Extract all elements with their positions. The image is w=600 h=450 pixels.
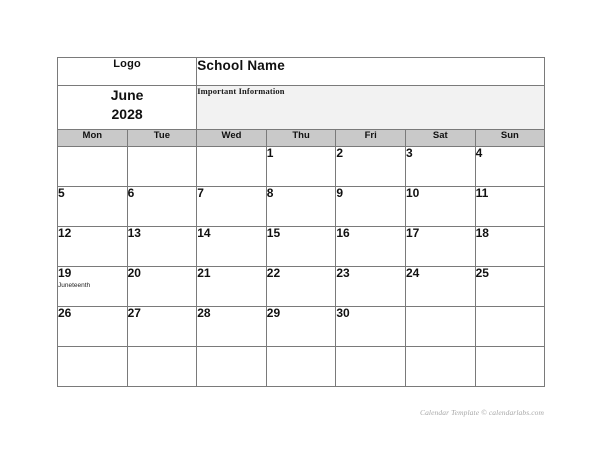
weekday-header-row: [58, 130, 545, 147]
day-cell[interactable]: [405, 307, 475, 347]
day-cell[interactable]: [127, 227, 197, 267]
day-number: 19: [58, 266, 72, 280]
day-cell[interactable]: [405, 347, 475, 387]
day-cell[interactable]: [266, 147, 336, 187]
school-name-title[interactable]: School Name: [197, 58, 545, 86]
day-cell[interactable]: [405, 147, 475, 187]
month-info-row: [58, 86, 545, 130]
day-cell[interactable]: [336, 187, 406, 227]
day-number: 28: [197, 306, 211, 320]
weekday-header-mon: Mon: [58, 130, 128, 147]
day-cell[interactable]: [58, 187, 128, 227]
day-number: 13: [127, 226, 141, 240]
day-cell[interactable]: [197, 347, 267, 387]
week-row: [58, 147, 545, 187]
day-cell[interactable]: [197, 267, 267, 307]
day-cell[interactable]: [336, 227, 406, 267]
day-number: 26: [58, 306, 72, 320]
day-cell[interactable]: [405, 227, 475, 267]
day-cell[interactable]: [58, 227, 128, 267]
day-cell[interactable]: [58, 267, 128, 307]
day-event: Juneteenth: [58, 281, 91, 289]
day-number: 3: [405, 146, 413, 160]
day-number: 2: [336, 146, 344, 160]
day-number: 30: [336, 306, 350, 320]
day-cell[interactable]: [266, 307, 336, 347]
week-row: [58, 307, 545, 347]
footer-credit: Calendar Template © calendarlabs.com: [419, 408, 544, 417]
month-year-cell: [58, 86, 197, 130]
day-number: 17: [405, 226, 420, 240]
day-cell[interactable]: [405, 267, 475, 307]
day-cell[interactable]: [127, 347, 197, 387]
logo-placeholder[interactable]: Logo: [58, 58, 197, 86]
day-cell[interactable]: [475, 187, 545, 227]
day-number: 23: [336, 266, 350, 280]
day-number: 18: [475, 226, 489, 240]
day-number: 29: [266, 306, 281, 320]
day-number: 20: [127, 266, 141, 280]
important-information-cell[interactable]: Important Information: [197, 86, 545, 130]
day-number: 11: [475, 186, 489, 200]
day-number: 27: [127, 306, 141, 320]
day-cell[interactable]: [336, 267, 406, 307]
day-number: 10: [405, 186, 420, 200]
title-row: [58, 58, 545, 86]
day-number: 4: [475, 146, 483, 160]
weekday-header-fri: Fri: [336, 130, 406, 147]
day-cell[interactable]: [266, 347, 336, 387]
week-row: [58, 227, 545, 267]
week-row: [58, 267, 545, 307]
day-number: 9: [336, 186, 344, 200]
day-cell[interactable]: [58, 147, 128, 187]
day-cell[interactable]: [336, 147, 406, 187]
calendar-table: [57, 57, 545, 387]
day-cell[interactable]: [475, 227, 545, 267]
day-cell[interactable]: [127, 267, 197, 307]
weekday-header-thu: Thu: [266, 130, 336, 147]
day-cell[interactable]: [475, 147, 545, 187]
day-cell[interactable]: [336, 307, 406, 347]
day-number: 5: [58, 186, 65, 200]
weekday-header-sun: Sun: [475, 130, 545, 147]
week-row: [58, 187, 545, 227]
day-cell[interactable]: [475, 347, 545, 387]
day-cell[interactable]: [197, 147, 267, 187]
day-cell[interactable]: [197, 187, 267, 227]
weekday-header-tue: Tue: [127, 130, 197, 147]
day-cell[interactable]: [266, 187, 336, 227]
day-cell[interactable]: [58, 307, 128, 347]
day-cell[interactable]: [58, 347, 128, 387]
day-cell[interactable]: [197, 307, 267, 347]
year-label: 2028: [111, 105, 143, 122]
day-number: 15: [266, 226, 281, 240]
day-cell[interactable]: [475, 267, 545, 307]
day-number: 24: [405, 266, 420, 280]
day-number: 6: [127, 186, 135, 200]
day-number: 21: [197, 266, 211, 280]
day-number: 12: [58, 226, 72, 240]
day-number: 25: [475, 266, 489, 280]
day-number: 14: [197, 226, 211, 240]
day-number: 22: [266, 266, 281, 280]
day-cell[interactable]: [405, 187, 475, 227]
day-number: 16: [336, 226, 350, 240]
day-cell[interactable]: [127, 147, 197, 187]
day-cell[interactable]: [266, 267, 336, 307]
calendar-container: [57, 57, 544, 384]
weekday-header-sat: Sat: [405, 130, 475, 147]
day-number: 8: [266, 186, 274, 200]
week-row: [58, 347, 545, 387]
day-cell[interactable]: [266, 227, 336, 267]
day-number: 7: [197, 186, 204, 200]
day-cell[interactable]: [475, 307, 545, 347]
day-cell[interactable]: [197, 227, 267, 267]
month-label: June: [110, 87, 144, 103]
day-cell[interactable]: [127, 187, 197, 227]
day-cell[interactable]: [127, 307, 197, 347]
weekday-header-wed: Wed: [197, 130, 267, 147]
day-number: 1: [266, 146, 274, 160]
day-cell[interactable]: [336, 347, 406, 387]
